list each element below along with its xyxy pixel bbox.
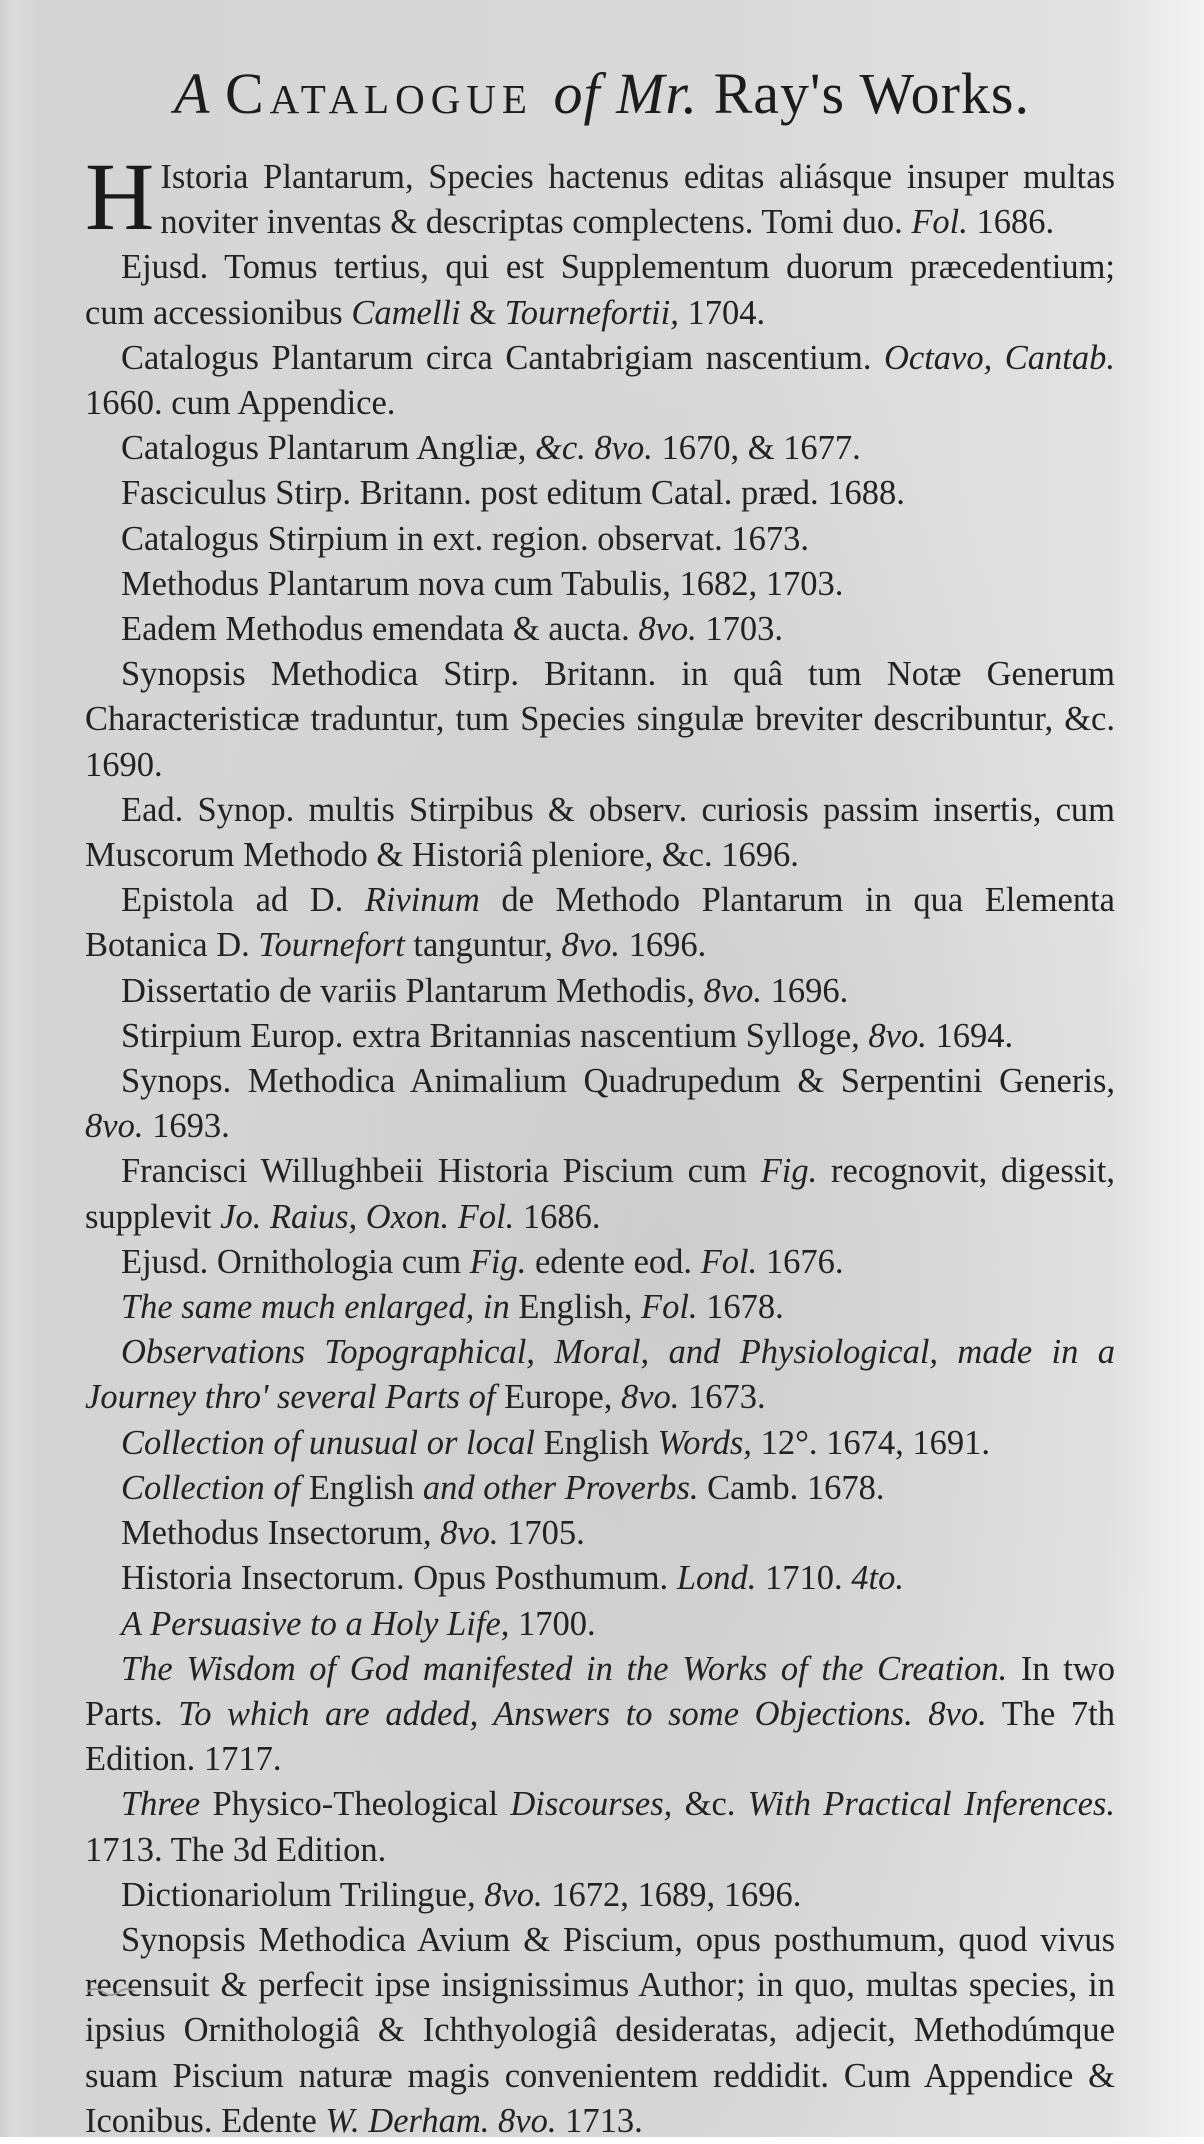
entry-epistola: Epistola ad D. Rivinum de Methodo Plantarum in qua Elementa Botanica D. Tournefort tanguntur, 8vo. 1696. bbox=[85, 881, 1115, 965]
entry-catalogus-stirpium: Catalogus Stirpium in ext. region. observat. 1673. bbox=[121, 519, 809, 558]
page-title bbox=[0, 60, 1204, 127]
entry-historia-plantarum: H Istoria Plantarum, Species hactenus editas aliásque insuper multas noviter inventas & descriptas complectens. Tomi duo. Fol. 1686. bbox=[85, 143, 1115, 250]
entry-collection-proverbs: Collection of English and other Proverbs. Camb. 1678. bbox=[121, 1468, 885, 1507]
entry-tomus-tertius: Ejusd. Tomus tertius, qui est Supplementum duorum præcedentium; cum accessionibus Camelli & Tournefortii, 1704. bbox=[85, 248, 1115, 332]
entry-stirpium-europ: Stirpium Europ. extra Britannias nascentium Sylloge, 8vo. 1694. bbox=[121, 1016, 1014, 1055]
entry-collection-words: Collection of unusual or local English Words, 12°. 1674, 1691. bbox=[121, 1423, 990, 1462]
entry-catalogus-cantabrigiam: Catalogus Plantarum circa Cantabrigiam nascentium. Octavo, Cantab. 1660. cum Appendice. bbox=[85, 338, 1115, 423]
entry-catalogus-angliae: Catalogus Plantarum Angliæ, &c. 8vo. 1670, & 1677. bbox=[121, 429, 861, 468]
entry-synopsis-avium: Synopsis Methodica Avium & Piscium, opus posthumum, quod vivus recensuit & perfecit ipse insignissimus Author; in quo, multas species, in ipsius Ornithologiâ & Ichthyologiâ desideratas, adjecit, Methodúmque suam Piscium naturæ magis convenientem reddidit. Cum Appendice & Iconibus. Edente W. Derham. 8vo. 1713. bbox=[85, 1920, 1115, 2140]
smudge-mark bbox=[85, 1980, 145, 2000]
entry-ead-synop: Ead. Synop. multis Stirpibus & observ. curiosis passim insertis, cum Muscorum Methodo & Historiâ pleniore, &c. 1696. bbox=[85, 790, 1115, 875]
entry-willughbeii-piscium: Francisci Willughbeii Historia Piscium cum Fig. recognovit, digessit, supplevit Jo. Raius, Oxon. Fol. 1686. bbox=[85, 1152, 1115, 1236]
drop-cap: H bbox=[85, 143, 155, 250]
entry-dictionariolum: Dictionariolum Trilingue, 8vo. 1672, 1689, 1696. bbox=[121, 1875, 802, 1914]
page-smudge bbox=[85, 1980, 145, 2006]
entry-observations: Observations Topographical, Moral, and Physiological, made in a Journey thro' several Parts of Europe, 8vo. 1673. bbox=[85, 1333, 1115, 1417]
entry-synops-animalium: Synops. Methodica Animalium Quadrupedum & Serpentini Generis, 8vo. 1693. bbox=[85, 1062, 1115, 1146]
catalogue-text bbox=[85, 143, 1115, 2144]
entry-synopsis-stirp: Synopsis Methodica Stirp. Britann. in quâ tum Notæ Generum Characteristicæ traduntur, tum Species singulæ breviter describuntur, &c. 1690. bbox=[85, 655, 1115, 784]
entry-same-enlarged: The same much enlarged, in English, Fol. 1678. bbox=[121, 1288, 784, 1327]
entry-ornithologia: Ejusd. Ornithologia cum Fig. edente eod. Fol. 1676. bbox=[121, 1242, 844, 1281]
title-rays-works: Ray's Works. bbox=[698, 61, 1030, 126]
title-article: A bbox=[174, 61, 225, 126]
title-catalogue: Catalogue bbox=[224, 61, 554, 126]
title-of-mr: of Mr. bbox=[553, 61, 699, 126]
entry-persuasive: A Persuasive to a Holy Life, 1700. bbox=[121, 1604, 596, 1643]
entry-historia-insectorum: Historia Insectorum. Opus Posthumum. Lond. 1710. 4to. bbox=[121, 1559, 904, 1598]
entry-fasciculus: Fasciculus Stirp. Britann. post editum Catal. præd. 1688. bbox=[121, 474, 905, 513]
entry-dissertatio: Dissertatio de variis Plantarum Methodis, 8vo. 1696. bbox=[121, 971, 849, 1010]
entry-three-discourses: Three Physico-Theological Discourses, &c. With Practical Inferences. 1713. The 3d Edition. bbox=[85, 1785, 1115, 1869]
entry-wisdom-of-god: The Wisdom of God manifested in the Works of the Creation. In two Parts. To which are added, Answers to some Objections. 8vo. The 7th Edition. 1717. bbox=[85, 1649, 1115, 1779]
entry-methodus-plantarum: Methodus Plantarum nova cum Tabulis, 1682, 1703. bbox=[121, 564, 844, 603]
entry-methodus-insectorum: Methodus Insectorum, 8vo. 1705. bbox=[121, 1514, 585, 1553]
entry-eadem-methodus: Eadem Methodus emendata & aucta. 8vo. 1703. bbox=[121, 610, 784, 649]
